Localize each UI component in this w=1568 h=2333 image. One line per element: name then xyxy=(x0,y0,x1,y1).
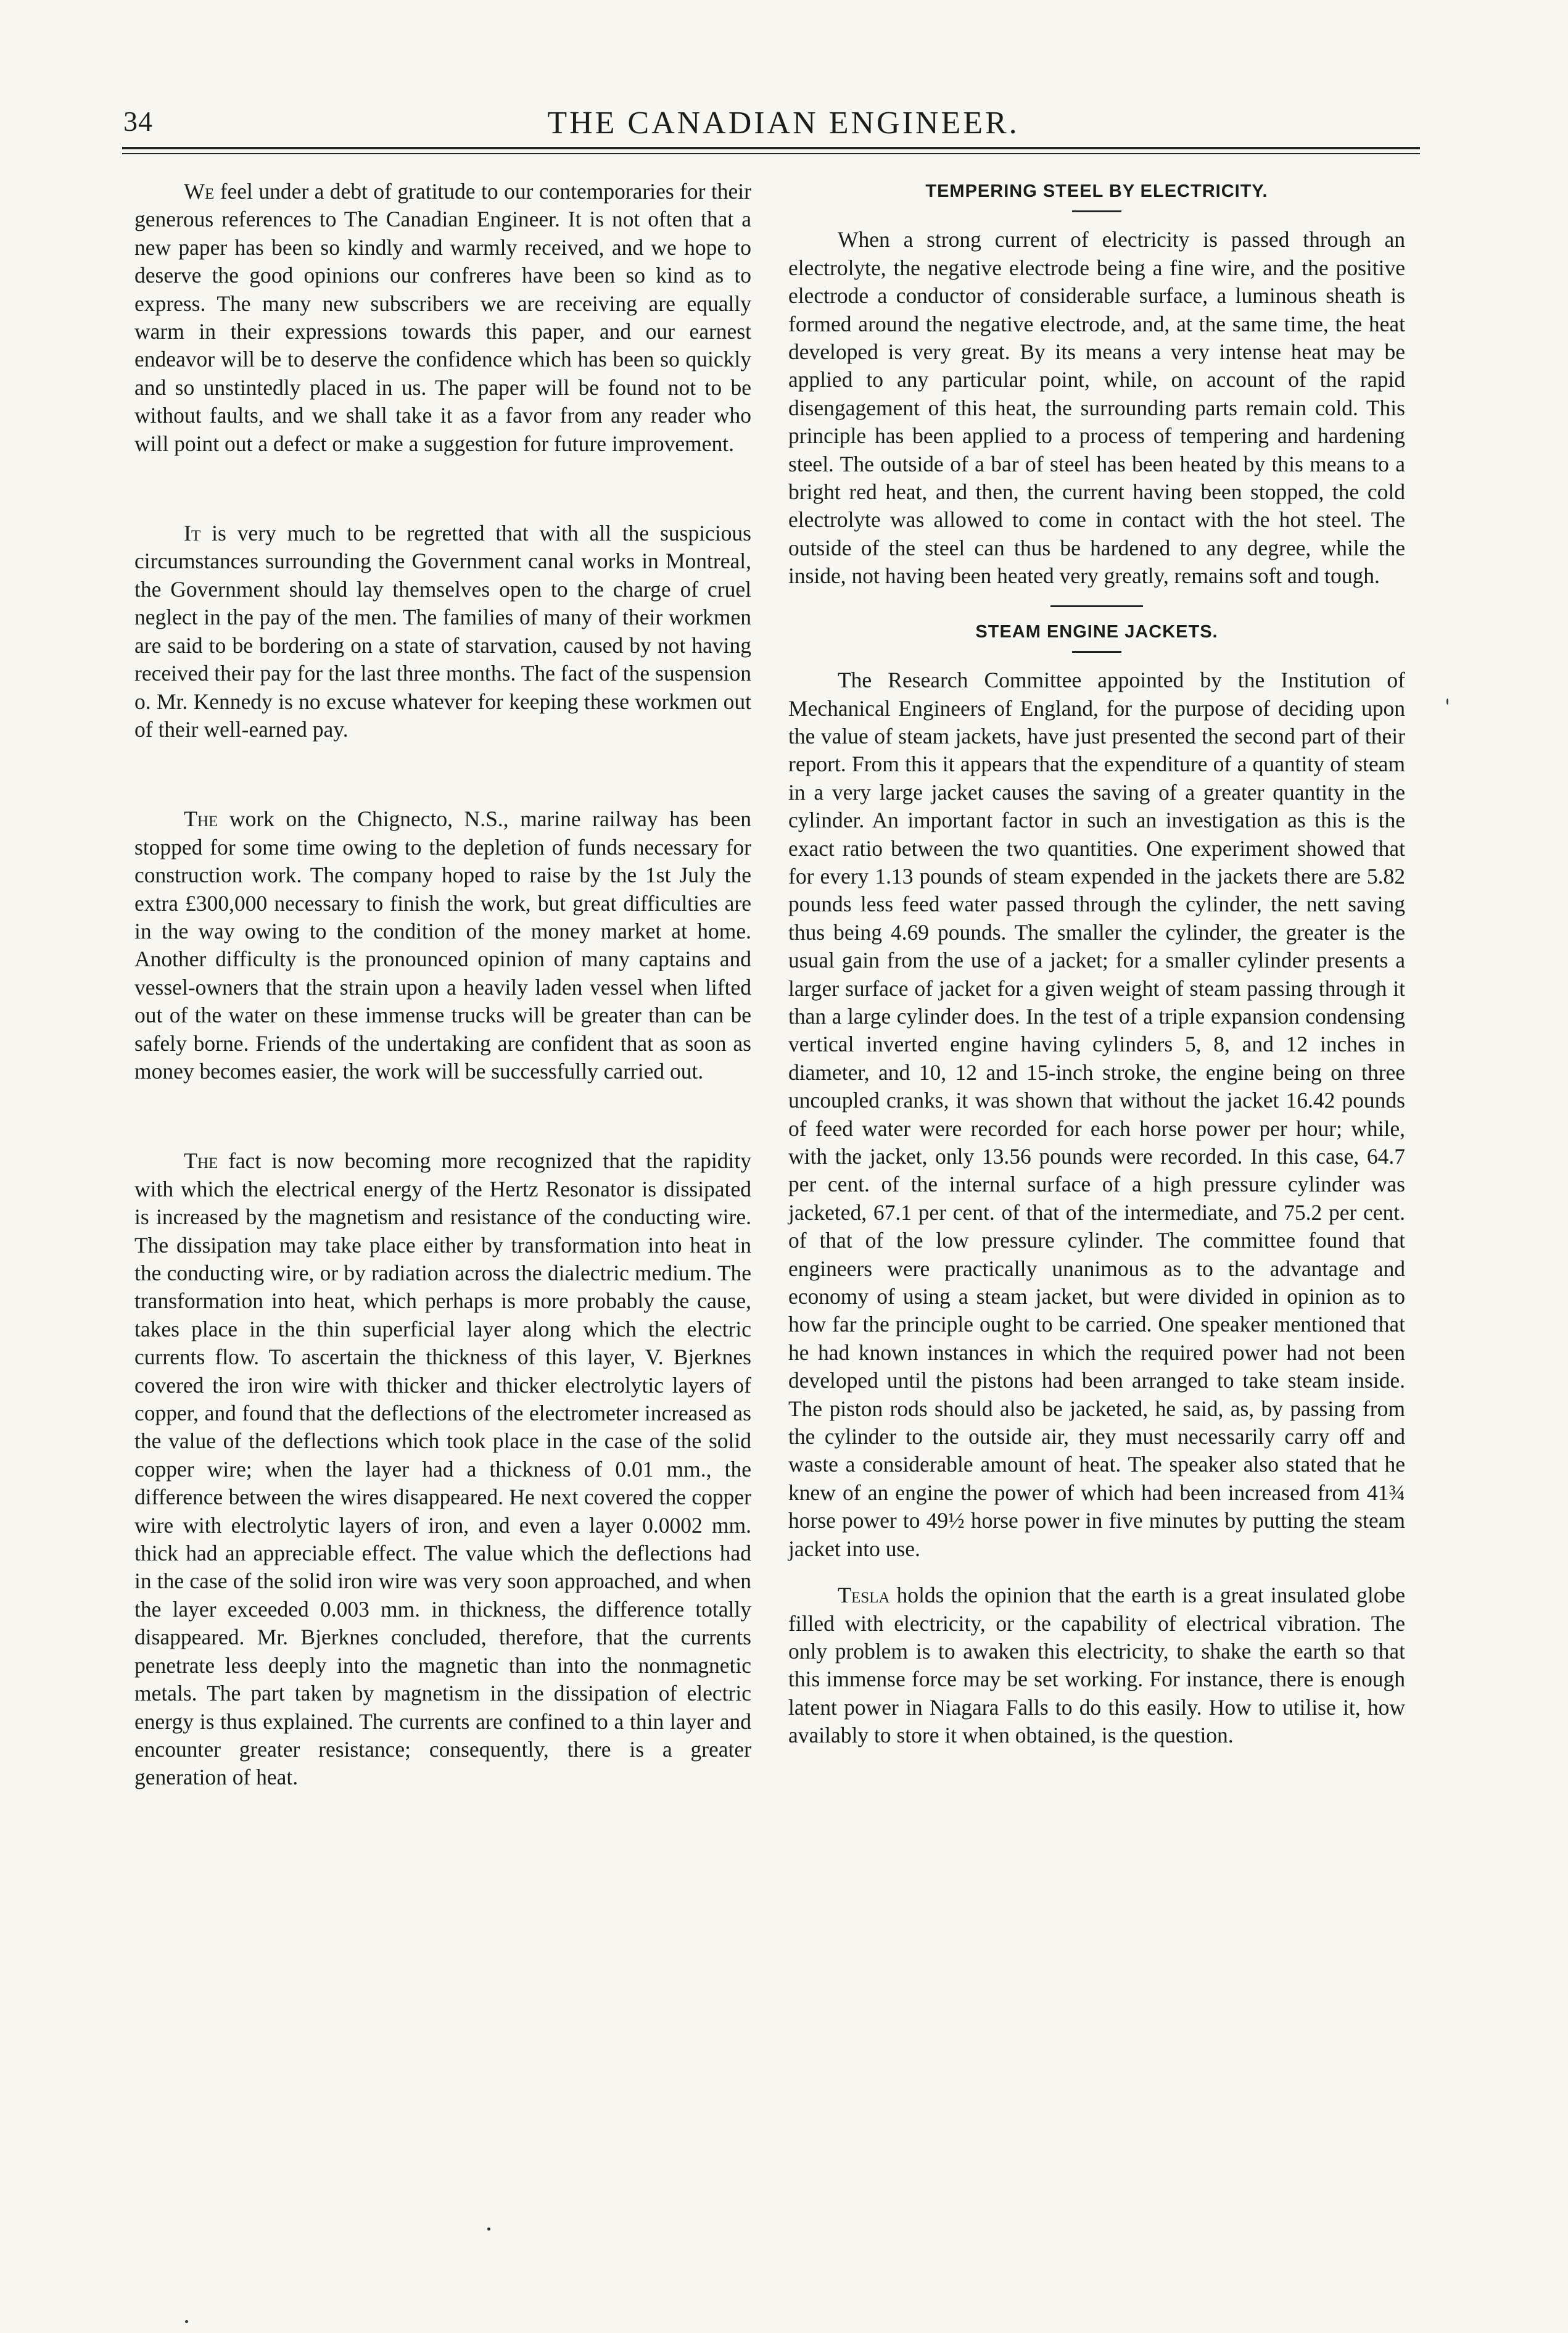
paragraph-text: fact is now becoming more recognized that the rapidity with which the electrical energy of the Hertz Resonator is dissipated is increased by the magnetism and resistance of the conducting wire. The dissipation may take place either by transformation into heat in the conducting wire, or by radiation across the dialectric medium. The transformation into heat, which perhaps is more probably the cause, takes place in the thin superficial layer along which the electric currents flow. To ascertain the thickness of this layer, V. Bjerknes covered the iron wire with thicker and thicker electrolytic layers of copper, and found that the deflections of the electrometer increased as the value of the deflections which took place in the case of the solid copper wire; when the layer had a thickness of 0.01 mm., the difference between the wires disappeared. He next covered the copper wire with electrolytic layers of iron, and even a layer 0.0002 mm. thick had an appreciable effect. The value which the deflections had in the case of the solid iron wire was very soon approached, and when the layer exceeded 0.003 mm. in thickness, the difference totally disappeared. Mr. Bjerknes concluded, therefore, that the currents penetrate less deeply into the magnetic than into the nonmagnetic metals. The part taken by magnetism in the dissipation of electric energy is thus explained. The currents are confined to a thin layer and encounter greater resistance; consequently, there is a greater generation of heat. xyxy=(134,1148,751,1790)
editorial-paragraph xyxy=(134,805,751,1085)
page-number: 34 xyxy=(123,106,153,137)
paragraph-text: is very much to be regretted that with all the suspicious circumstances surrounding the Government canal works in Montreal, the Government should lay themselves open to the charge of cruel neglect in the pay of the men. The families of many of their workmen are said to be bordering on a state of starvation, caused by not having received their pay for the last three months. The fact of the suspension o. Mr. Kennedy is no excuse whatever for keeping these workmen out of their well-earned pay. xyxy=(134,521,751,742)
article-separator-rule xyxy=(1050,605,1143,607)
editorial-paragraph xyxy=(134,178,751,458)
paragraph-lead: The xyxy=(184,806,218,832)
paragraph-text: work on the Chignecto, N.S., marine railway has been stopped for some time owing to the depletion of funds necessary for construction work. The company hoped to raise by the 1st July the extra £300,000 necessary to finish the work, but great difficulties are in the way owing to the condition of the money market at home. Another difficulty is the pronounced opinion of many captains and vessel-owners that the strain upon a heavily laden vessel when lifted out of the water on these immense trucks will be greater than can be safely borne. Friends of the undertaking are confident that as soon as money becomes easier, the work will be successfully carried out. xyxy=(134,806,751,1084)
article-text-tempering-steel: When a strong current of electricity is passed through an electrolyte, the negative electrode being a fine wire, and the positive electrode a conductor of considerable surface, a luminous sheath is formed around the negative electrode, and, at the same time, the heat developed is very great. By its means a very intense heat may be applied to any particular point, while, on account of the rapid disengagement of this heat, the surrounding parts remain cold. This principle has been applied to a process of tempering and hardening steel. The outside of a bar of steel has been heated by this means to a bright red heat, and then, the current having been stopped, the cold electrolyte was allowed to come in contact with the hot steel. The outside of the steel can thus be hardened to any degree, while the inside, not having been heated very greatly, remains soft and tough. xyxy=(788,227,1405,589)
paragraph-lead: Tesla xyxy=(838,1583,890,1608)
article-heading-tempering-steel: TEMPERING STEEL BY ELECTRICITY. xyxy=(925,181,1268,201)
heading-rule xyxy=(1072,210,1121,212)
tesla-paragraph xyxy=(788,1581,1405,1749)
paragraph-lead: The xyxy=(184,1148,218,1174)
editorial-paragraph xyxy=(134,1147,751,1791)
print-speck xyxy=(185,2320,188,2323)
paragraph-lead: It xyxy=(184,521,201,546)
paragraph-text: holds the opinion that the earth is a great insulated globe filled with electricity, or the capability of electrical vibration. The only problem is to awaken this electricity, to shake the earth so that this immense force may be set working. For instance, there is enough latent power in Niagara Falls to do this easily. How to utilise it, how availably to store it when obtained, is the question. xyxy=(788,1583,1405,1748)
article-heading-steam-engine-jackets: STEAM ENGINE JACKETS. xyxy=(975,621,1218,642)
journal-title: THE CANADIAN ENGINEER. xyxy=(547,106,1020,141)
editorial-paragraph xyxy=(134,520,751,744)
paragraph-text: feel under a debt of gratitude to our contemporaries for their generous references to The Canadian Engineer. It is not often that a new paper has been so kindly and warmly received, and we hope to deserve the good opinions our confreres have been so kind as to express. The many new subscribers we are receiving are equally warm in their expressions towards this paper, and our earnest endeavor will be to deserve the confidence which has been so quickly and so unstintedly placed in us. The paper will be found not to be without faults, and we shall take it as a favor from any reader who will point out a defect or make a suggestion for future improvement. xyxy=(134,179,751,456)
heading-rule xyxy=(1072,651,1121,653)
left-column xyxy=(134,178,751,1792)
article-text-steam-engine-jackets: The Research Committee appointed by the Institution of Mechanical Engineers of England, for the purpose of deciding upon the value of steam jackets, have just presented the second part of their report. From this it appears that the expenditure of a quantity of steam in a very large jacket causes the saving of a greater quantity in the cylinder. An important factor in such an investigation as this is the exact ratio between the two quantities. One experiment showed that for every 1.13 pounds of steam expended in the jackets there are 5.82 pounds less feed water passed through the cylinder, the nett saving thus being 4.69 pounds. The smaller the cylinder, the greater is the usual gain from the use of a jacket; for a smaller cylinder presents a larger surface of jacket for a given weight of steam passing through it than a large cylinder does. In the test of a triple expansion condensing vertical inverted engine having cylinders 5, 8, and 12 inches in diameter, and 10, 12 and 15-inch stroke, the engine being on three uncoupled cranks, it was shown that without the jacket 16.42 pounds of feed water were recorded for each horse power per hour; while, with the jacket, only 13.56 pounds were recorded. In this case, 64.7 per cent. of the internal surface of a high pressure cylinder was jacketed, 67.1 per cent. of that of the intermediate, and 75.2 per cent. of that of the low pressure cylinder. The committee found that engineers were practically unanimous as to the advantage and economy of using a steam jacket, but were divided in opinion as to how far the principle ought to be carried. One speaker mentioned that he had known instances in which the required power had not been developed until the pistons had been arranged to take steam inside. The piston rods should also be jacketed, he said, as, by passing from the cylinder to the outside air, they must necessarily carry off and waste a considerable amount of heat. The speaker also stated that he knew of an engine the power of which had been increased from 41¾ horse power to 49½ horse power in five minutes by putting the steam jacket into use. xyxy=(788,668,1405,1561)
paragraph-lead: We xyxy=(184,179,215,204)
header-rule-thick xyxy=(122,147,1420,149)
page-header xyxy=(111,105,1406,148)
right-column xyxy=(788,178,1405,1750)
print-speck xyxy=(487,2227,490,2231)
header-rule-thin xyxy=(122,153,1420,154)
print-speck xyxy=(1446,698,1448,705)
